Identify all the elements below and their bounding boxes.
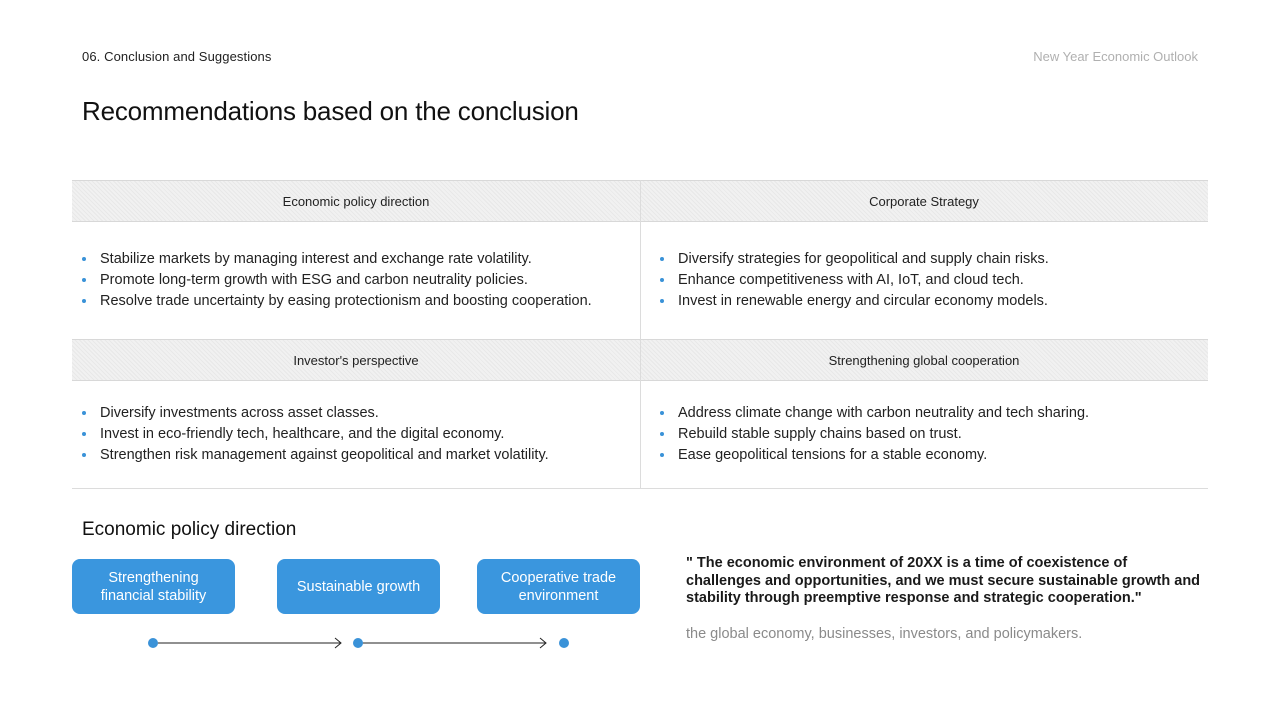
quote-note: the global economy, businesses, investors, and policymakers. [686, 626, 1083, 642]
page-title: Recommendations based on the conclusion [82, 96, 579, 126]
cell-heading-investor: Investor's perspective [72, 339, 640, 381]
cell-body-global [650, 403, 1089, 466]
step-label: Cooperative trade environment [500, 569, 617, 604]
cell-heading-global: Strengthening global cooperation [640, 339, 1208, 381]
bullet-list [660, 249, 1049, 312]
policy-section-title: Economic policy direction [82, 519, 297, 540]
list-item: Strengthen risk management against geopolitical and market volatility. [82, 445, 549, 466]
timeline-dot [353, 638, 363, 648]
list-item: Diversify investments across asset classes. [82, 403, 549, 424]
step-label: Strengthening financial stability [100, 569, 207, 604]
bullet-list [82, 249, 592, 312]
cell-body-corporate [650, 249, 1049, 312]
timeline-arrows [140, 630, 580, 656]
step-financial-stability [72, 559, 235, 614]
cell-body-policy [72, 249, 592, 312]
cell-heading-corporate: Corporate Strategy [640, 180, 1208, 222]
step-sustainable-growth [277, 559, 440, 614]
step-label: Sustainable growth [296, 578, 421, 595]
list-item: Address climate change with carbon neutrality and tech sharing. [660, 403, 1089, 424]
list-item: Enhance competitiveness with AI, IoT, and cloud tech. [660, 270, 1049, 291]
list-item: Invest in eco-friendly tech, healthcare, and the digital economy. [82, 424, 549, 445]
timeline-dot [148, 638, 158, 648]
section-label: 06. Conclusion and Suggestions [82, 49, 272, 64]
list-item: Ease geopolitical tensions for a stable economy. [660, 445, 1089, 466]
cell-heading-policy: Economic policy direction [72, 180, 640, 222]
list-item: Invest in renewable energy and circular economy models. [660, 291, 1049, 312]
cell-body-investor [72, 403, 549, 466]
list-item: Resolve trade uncertainty by easing protectionism and boosting cooperation. [82, 291, 592, 312]
list-item: Rebuild stable supply chains based on trust. [660, 424, 1089, 445]
deck-title: New Year Economic Outlook [1033, 49, 1198, 64]
list-item: Promote long-term growth with ESG and carbon neutrality policies. [82, 270, 592, 291]
column-divider [640, 180, 641, 489]
list-item: Stabilize markets by managing interest and exchange rate volatility. [82, 249, 592, 270]
bullet-list [660, 403, 1089, 466]
step-cooperative-trade [477, 559, 640, 614]
quote-text: " The economic environment of 20XX is a time of coexistence of challenges and opportunities, and we must secure sustainable growth and stability through preemptive response and strategic cooperation." [686, 555, 1201, 606]
list-item: Diversify strategies for geopolitical and supply chain risks. [660, 249, 1049, 270]
recommendations-grid [72, 180, 1208, 489]
bullet-list [82, 403, 549, 466]
timeline-dot [559, 638, 569, 648]
